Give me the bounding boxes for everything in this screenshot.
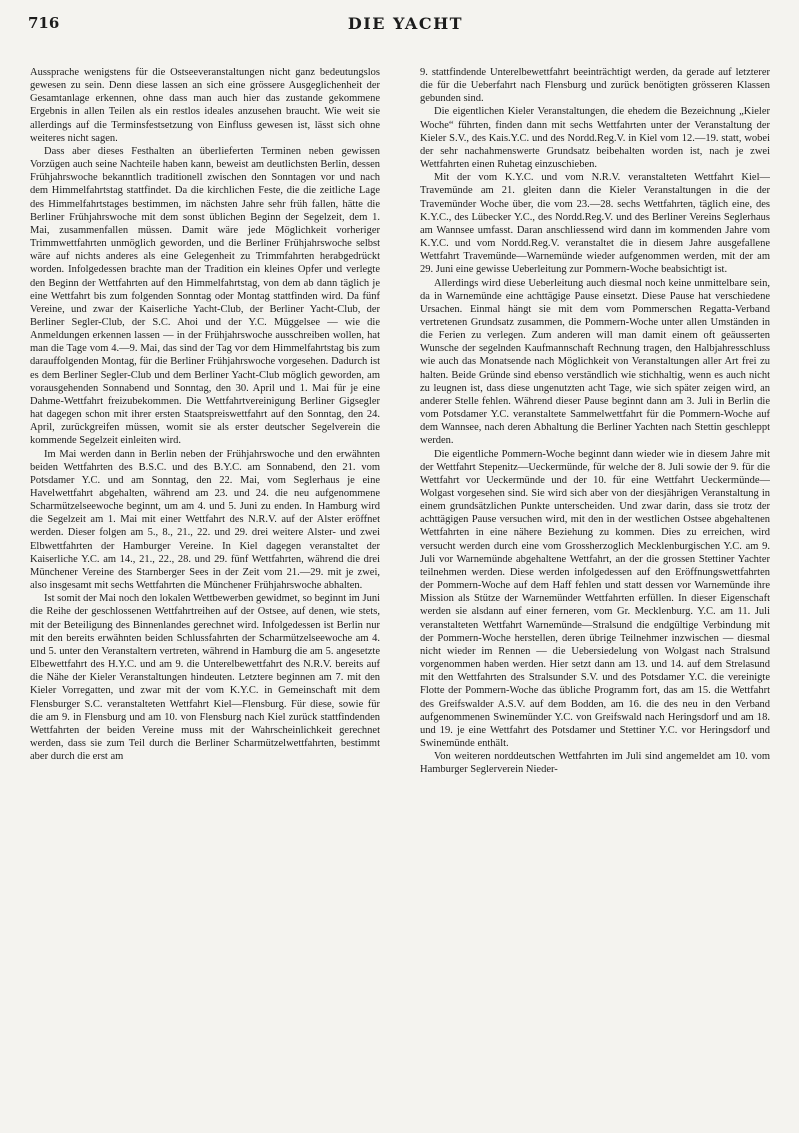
left-column [30,66,380,1126]
paragraph: Aussprache wenigstens für die Ostseeveranstaltungen nicht ganz bedeutungslos gewesen zu sein. Denn diese lassen an sich eine grössere Ausgeglichenheit der Gesamtanlage erkennen, ohne dass man auch hier das zustande gekommene Ergebnis in allen Teilen als ein restlos ideales anzusehen braucht. Wie weit sie allerdings auf die Terminsfestsetzung von Einfluss gewesen ist, lässt sich ohne weiteres nicht sagen. [30,67,380,144]
page-number: 716 [28,14,60,32]
article-body [30,66,770,1126]
paragraph: Ist somit der Mai noch den lokalen Wettbewerben gewidmet, so beginnt im Juni die Reihe der geschlossenen Wettfahrtreihen auf der Ostsee, auf denen, wie stets, mit der Beteiligung des Binnenlandes gerechnet wird. Infolgedessen ist Berlin nur mit den bereits erwähnten beiden Schlussfahrten der Scharmützelseewoche am 4. und 5. unter den Veranstaltern vertreten, während in Hamburg die am 5. angesetzte Elbewettfahrt des H.Y.C. und am 9. die Unterelbewettfahrt des N.R.V. bereits auf die Nähe der Kieler Veranstaltungen hindeuten. Letztere beginnen am 7. mit den Kieler Vorregatten, und zwar mit der vom K.Y.C. in Gemeinschaft mit dem Flensburger S.C. veranstalteten Wettfahrt Kiel—Flensburg. Für diese, sowie für die am 9. in Flensburg und am 10. von Flensburg nach Kiel zurück stattfindenden Wettfahrten der beiden Vereine muss mit der Wahrscheinlichkeit gerechnet werden, dass sie zum Teil durch die Berliner Scharmützelwettfahrten, bestimmt aber durch die erst am [30,593,380,763]
paragraph: Die eigentliche Pommern-Woche beginnt dann wieder wie in diesem Jahre mit der Wettfahrt Stepenitz—Ueckermünde, für welche der 8. Juli sowie der 9. für die Wettfahrt vor Ueckermünde und der 10. für eine Wettfahrt Ueckermünde—Wolgast vorgesehen sind. Sie wird sich aber von der diesjährigen Veranstaltung in einem grundsätzlichen Punkte unterscheiden. Und zwar darin, dass sie trotz der achttägigen Pause versuchen wird, mit den in der westlichen Ostsee abgehaltenen Wettfahrten in eine nähere Beziehung zu kommen. Dies zu erreichen, wird versucht werden durch eine vom Grossherzoglich Mecklenburgischen Y.C. am 9. Juli vor Warnemünde abgehaltene Wettfahrt, an der die grossen Stettiner Yachter teilnehmen werden. Diese werden infolgedessen auf den Eröffnungswettfahrten der Pommern-Woche auf dem Haff fehlen und statt dessen vor Warnemünde ihre Mission als Stütze der Warnemünder Wettfahrten erfüllen. In dieser Eigenschaft werden sie alsdann auf einer ferneren, vom Gr. Mecklenburg. Y.C. am 11. Juli veranstalteten Wettfahrt Warnemünde—Stralsund die endgültige Verbindung mit der Pommern-Woche herstellen, deren übrige Teilnehmer inzwischen — diesmal nicht wieder im Rennen — die Uebersiedelung von Wolgast nach Stralsund vorgenommen haben werden. Hier setzt dann am 13. und 14. auf dem Strelasund mit den Wettfahrten des Stralsunder S.V. und des Potsdamer Y.C. die vereinigte Flotte der Pommern-Woche das übliche Programm fort, das am 15. die Wettfahrt des Greifswalder A.S.V. auf dem Bodden, am 16. die des neu in den Verband aufgenommenen Swinemünder Y.C. von Greifswald nach Heringsdorf und am 18. und 19. je eine Wettfahrt des Potsdamer und Stettiner Y.C. vor Heringsdorf und Swinemünde enthält. [420,448,770,749]
paragraph: 9. stattfindende Unterelbewettfahrt beeinträchtigt werden, da gerade auf letzterer die für die Ueberfahrt nach Flensburg und zurück benötigten grösseren Klassen gebunden sind. [420,67,770,105]
paragraph: Von weiteren norddeutschen Wettfahrten im Juli sind angemeldet am 10. vom Hamburger Seglerverein Nieder- [420,751,770,776]
paragraph: Mit der vom K.Y.C. und vom N.R.V. veranstalteten Wettfahrt Kiel—Travemünde am 21. gleiten dann die Kieler Veranstaltungen in die der Travemünder Woche über, die vom 23.—28. sechs Wettfahrten, täglich eine, des K.Y.C., des Lübecker Y.C., des Nordd.Reg.V. und des Berliner Vereins Seglerhaus am Wannsee umfasst. Daran anschliessend wird dann im kommenden Jahre vom K.Y.C. und vom Nordd.Reg.V. veranstaltet die in diesem Jahre ausgefallene Wettfahrt Travemünde—Warnemünde wieder aufgenommen werden, mit der am 29. Juni eine gewisse Ueberleitung zur Pommern-Woche beabsichtigt ist. [420,172,770,276]
right-column [420,66,770,1126]
paragraph: Dass aber dieses Festhalten an überlieferten Terminen neben gewissen Vorzügen auch seine Nachteile haben kann, beweist am deutlichsten Berlin, dessen Frühjahrswoche bekanntlich traditionell zwischen den Sonntagen vor und nach dem Himmelfahrtstag stattfindet. Da die kirchlichen Feste, die die zeitliche Lage des Himmelfahrtstages bestimmen, im nächsten Jahre sehr früh fallen, hätte die Berliner Frühjahrswoche mit dem sonst üblichen Beginn der Segelzeit, dem 1. Mai, zusammenfallen müssen. Damit wäre jede Möglichkeit vorheriger Trimmwettfahrten unmöglich geworden, und die Berliner Frühjahrswoche selbst wäre auf nichts anderes als eine Gelegenheit zu Trimmfahrten herabgedrückt worden. Infolgedessen brachte man der Tradition ein kleines Opfer und verlegte den Beginn der Wettfahrten auf den Himmelfahrtstag, von dem ab dann täglich je eine Wettfahrt bis zum folgenden Sonntag oder Montag stattfinden wird. Da fünf Vereine, und zwar der Kaiserliche Yacht-Club, der Berliner Yacht-Club, der Berliner Segler-Club, der S.C. Ahoi und der Y.C. Müggelsee — wie die Anmeldungen erkennen lassen — in der Frühjahrswoche ausschreiben wollen, hat man die Tage vom 4.—9. Mai, das sind der Tag vor dem Himmelfahrtstag bis zum darauffolgenden Montag, für die Berliner Frühjahrswoche vorgesehen. Dadurch ist es dem Berliner Segler-Club und dem Berliner Yacht-Club möglich geworden, am vorausgehenden Sonnabend und Sonntag, den 30. April und 1. Mai für je eine Dahme-Wettfahrt freizubekommen. Die Wettfahrtvereinigung Berliner Gigsegler hat dagegen schon mit ihrer ersten Staatspreiswettfahrt auf den Sonntag, den 24. April, zurückgreifen müssen, womit sie als erster deutscher Segelverein die kommende Segelzeit einleiten wird. [30,145,380,447]
paragraph: Allerdings wird diese Ueberleitung auch diesmal noch keine unmittelbare sein, da in Warnemünde eine achttägige Pause einsetzt. Diese Pause hat verschiedene Ursachen. Einmal hängt sie mit dem vom Pommerschen Regatta-Verband vertretenen Grundsatz zusammen, die Pommern-Woche unter allen Umständen in die Ferien zu verlegen. Zum anderen will man damit einem oft geäusserten Wunsche der segelnden Kaufmannschaft Rechnung tragen, den Halbjahresschluss wie auch das Monatsende nach Möglichkeit von Veranstaltungen aller Art frei zu halten. Beide Gründe sind ebenso verständlich wie stichhaltig, wenn es auch nicht zu leugnen ist, dass diese ungenutzten acht Tage, wie sich später zeigen wird, an anderer Stelle fehlen. Während dieser Pause beginnt dann am 3. Juli in Berlin die vom Potsdamer Y.C. veranstaltete Sammelwettfahrt für die Pommern-Woche auf dem Wannsee, nach deren Abhaltung die Berliner Yachten nach Stettin geschleppt werden. [420,277,770,447]
paragraph: Im Mai werden dann in Berlin neben der Frühjahrswoche und den erwähnten beiden Wettfahrten des B.S.C. und des B.Y.C. am Sonnabend, den 21. vom Potsdamer Y.C. und am Sonntag, den 22. Mai, vom Seglerhaus je eine Havelwettfahrt abgehalten, während am 23. und 24. die neu aufgenommene Scharmützelseewoche beginnt, um am 4. und 5. Juni zu enden. In Hamburg wird die Segelzeit am 1. Mai mit einer Wettfahrt des N.R.V. auf der Alster eröffnet werden. Dieser folgen am 5., 8., 21., 22. und 29. drei weitere Alster- und zwei Elbwettfahrten der Hamburger Vereine. In Kiel dagegen veranstaltet der Kaiserliche Y.C. am 14., 21., 22., 28. und 29. fünf Wettfahrten, während die drei Münchener Vereine des Starnberger Sees in der Zeit vom 21.—29. mit je zwei, also insgesamt mit sechs Wettfahrten die Münchener Frühjahrswoche abhalten. [30,448,380,592]
paragraph: Die eigentlichen Kieler Veranstaltungen, die ehedem die Bezeichnung „Kieler Woche“ führten, finden dann mit sechs Wettfahrten unter der Veranstaltung der Kieler S.V., des Kais.Y.C. und des Nordd.Reg.V. in Kiel vom 12.—19. statt, wobei der sehr nachahmenswerte Grundsatz beibehalten worden ist, nach je zwei Wettfahrten einen Ruhetag einzuschieben. [420,106,770,171]
running-title: DIE YACHT [347,14,464,33]
